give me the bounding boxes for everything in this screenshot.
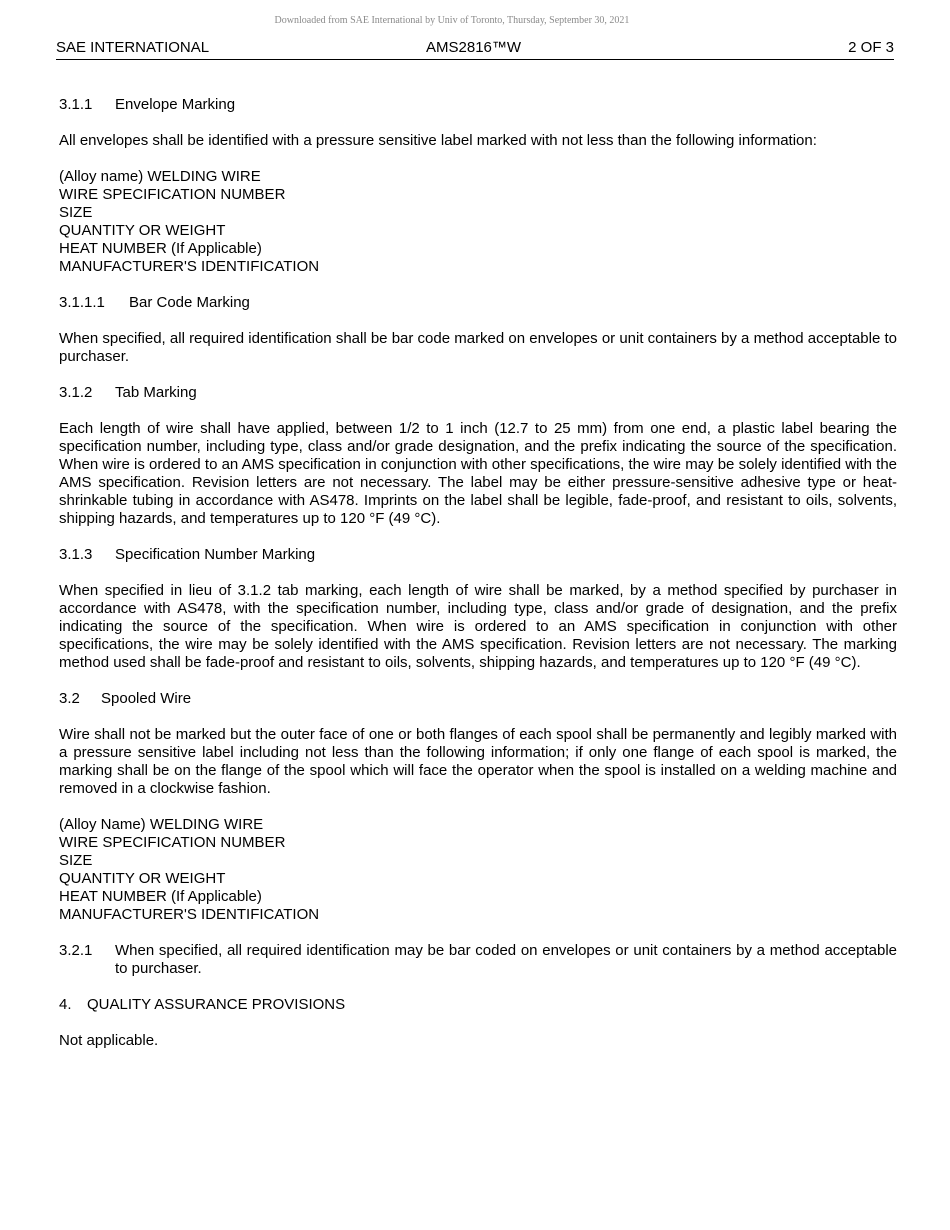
section-number: 3.1.1.1 [59,294,105,311]
section-number: 3.2 [59,690,80,707]
list-item: HEAT NUMBER (If Applicable) [59,240,262,257]
page-header [56,38,894,60]
section-title: Specification Number Marking [115,546,316,563]
list-item: MANUFACTURER'S IDENTIFICATION [59,258,320,275]
section-title: QUALITY ASSURANCE PROVISIONS [87,996,346,1013]
header-document-number: AMS2816™W [426,39,522,56]
section-title: Spooled Wire [101,690,192,707]
paragraph-bar-code: When specified, all required identification shall be bar code marked on envelopes or unit containers by a method acceptable to purchaser. [59,330,898,365]
section-heading-3-1-1-1 [59,294,897,312]
paragraph-spool-bar-code: When specified, all required identification may be bar coded on envelopes or unit containers by a method acceptable to purchaser. [115,942,897,977]
download-notice: Downloaded from SAE International by Univ of Toronto, Thursday, September 30, 2021 [274,15,630,26]
header-publisher: SAE INTERNATIONAL [56,39,210,56]
section-heading-3-1-2 [59,384,897,402]
paragraph-envelope-intro: All envelopes shall be identified with a pressure sensitive label marked with not less than the following information: [59,132,817,149]
spool-label-list [59,816,897,924]
list-item: WIRE SPECIFICATION NUMBER [59,186,286,203]
paragraph-tab-marking: Each length of wire shall have applied, between 1/2 to 1 inch (12.7 to 25 mm) from one end, a plastic label bearing the specification number, including type, class and/or grade designation, and the prefix indicating the source of the specification. When wire is ordered to an AMS specification in conjunction with other specifications, the wire may be solely identified with the AMS specification. Revision letters are not necessary. The label may be either pressure-sensitive adhesive type or heat-shrinkable tubing in accordance with AS478. Imprints on the label shall be legible, fade-proof, and resistant to oils, solvents, shipping hazards, and temperatures up to 120 °F (49 °C). [59,420,897,527]
section-heading-3-1-3 [59,546,897,564]
paragraph-quality-assurance: Not applicable. [59,1032,159,1049]
paragraph-spec-number-marking: When specified in lieu of 3.1.2 tab marking, each length of wire shall be marked, by a method specified by purchaser in accordance with AS478, with the specification number, including type, class and/or grade of designation, and the prefix indicating the source of the specification. When wire is ordered to an AMS specification in conjunction with other specifications, the wire may be solely identified with the AMS specification. Revision letters are not necessary. The marking method used shall be fade-proof and resistant to oils, solvents, shipping hazards, and temperatures up to 120 °F (49 °C). [59,582,897,671]
section-title: Tab Marking [115,384,197,401]
section-number: 3.1.1 [59,96,93,113]
section-title: Envelope Marking [115,96,236,113]
section-heading-3-1-1 [59,96,897,114]
section-number: 4. [59,996,72,1013]
section-3-2-1 [59,942,897,978]
list-item: QUANTITY OR WEIGHT [59,870,226,887]
section-number: 3.1.2 [59,384,93,401]
header-page-number: 2 OF 3 [848,39,894,56]
envelope-label-list [59,168,897,276]
list-item: WIRE SPECIFICATION NUMBER [59,834,286,851]
list-item: SIZE [59,204,93,221]
list-item: SIZE [59,852,93,869]
list-item: (Alloy name) WELDING WIRE [59,168,261,185]
list-item: MANUFACTURER'S IDENTIFICATION [59,906,320,923]
list-item: (Alloy Name) WELDING WIRE [59,816,264,833]
section-title: Bar Code Marking [129,294,250,311]
section-heading-3-2 [59,690,897,708]
document-body [59,96,897,1068]
section-heading-4 [59,996,897,1014]
paragraph-spooled-wire: Wire shall not be marked but the outer face of one or both flanges of each spool shall be permanently and legibly marked with a pressure sensitive label including not less than the following information; if only one flange of each spool is marked, the marking shall be on the flange of the spool which will face the operator when the spool is installed on a welding machine and removed in a clockwise fashion. [59,726,897,797]
list-item: HEAT NUMBER (If Applicable) [59,888,262,905]
section-number: 3.1.3 [59,546,93,563]
list-item: QUANTITY OR WEIGHT [59,222,226,239]
section-number: 3.2.1 [59,942,93,959]
